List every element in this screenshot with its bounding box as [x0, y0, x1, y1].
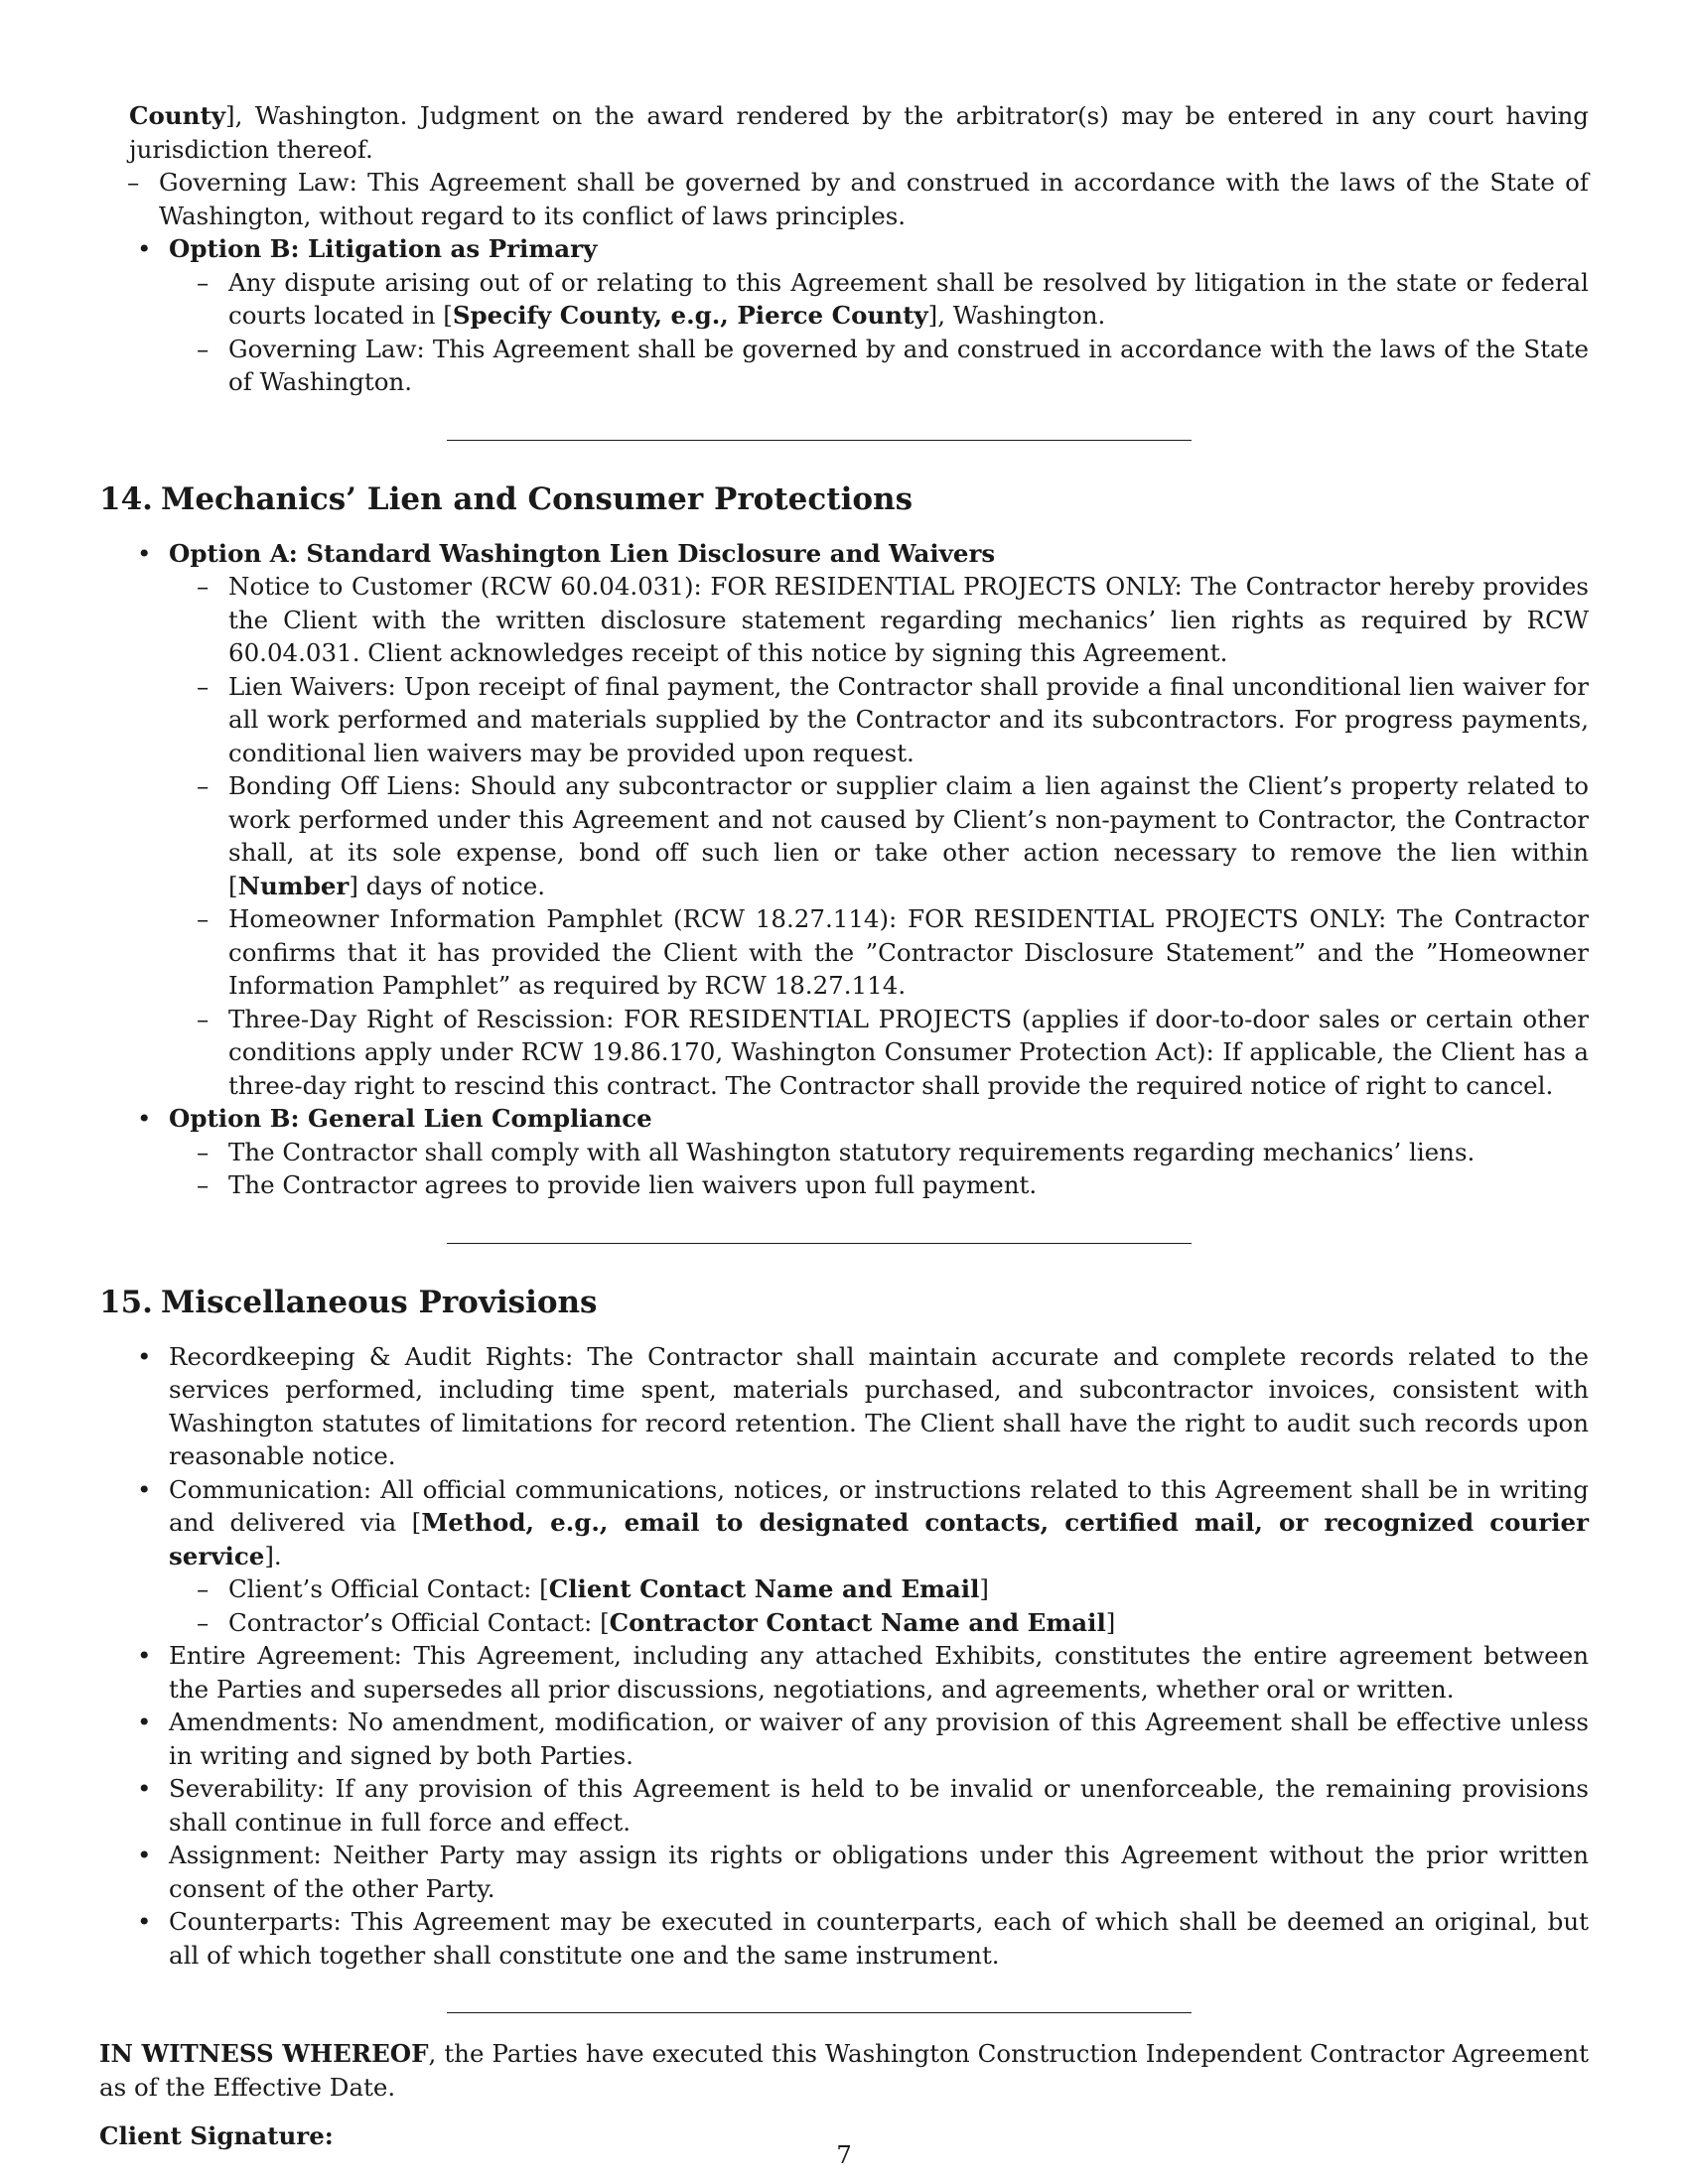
bonding-post: ] days of notice.: [349, 871, 545, 900]
section-15-heading: [99, 1283, 1589, 1322]
section-15-title: Miscellaneous Provisions: [161, 1284, 598, 1320]
amendments-item: [99, 1706, 1589, 1772]
section-15-number: 15.: [99, 1284, 153, 1320]
litigation-item: [99, 266, 1589, 333]
rescission-text: Three-Day Right of Rescission: FOR RESIDENTIAL PROJECTS (applies if door-to-door sales or certain other conditions apply under RCW 19.86.170, Washington Consumer Protection Act): If applicable, the Client has a three-day right to rescind this contract. The Contractor shall provide the required notice of right to cancel.: [228, 1004, 1589, 1100]
communication-method: Method, e.g., email to designated contacts, certified mail, or recognized courier service: [169, 1508, 1589, 1570]
entire-agreement-text: Entire Agreement: This Agreement, including any attached Exhibits, constitutes the entire agreement between the Parties and supersedes all prior discussions, negotiations, and agreements, whether oral or written.: [169, 1641, 1589, 1704]
counterparts-item: [99, 1905, 1589, 1972]
bonding-number: Number: [237, 871, 350, 900]
contractor-contact-item: [99, 1606, 1589, 1640]
client-contact-label: Client’s Official Contact: [: [228, 1574, 549, 1603]
section-14-list: [99, 537, 1589, 1202]
pamphlet-item: [99, 902, 1589, 1003]
option-a-lien: [99, 537, 1589, 1103]
bonding-item: [99, 769, 1589, 902]
divider: [447, 440, 1192, 441]
lien-compliance-text: The Contractor shall comply with all Washington statutory requirements regarding mechanics’ liens.: [228, 1137, 1476, 1166]
county-bold: County: [129, 101, 226, 130]
governing-law-a: [30, 166, 1589, 232]
assignment-text: Assignment: Neither Party may assign its rights or obligations under this Agreement without the prior written consent of the other Party.: [169, 1841, 1589, 1903]
communication-item: [99, 1473, 1589, 1640]
notice-item: [99, 570, 1589, 670]
lien-waivers-item: [99, 670, 1589, 770]
rescission-item: [99, 1003, 1589, 1103]
notice-text: Notice to Customer (RCW 60.04.031): FOR RESIDENTIAL PROJECTS ONLY: The Contractor hereby provides the Client with the written disclosure statement regarding mechanics’ lien rights as required by RCW 60.04.031. Client acknowledges receipt of this notice by signing this Agreement.: [228, 572, 1589, 667]
divider: [447, 2012, 1192, 2013]
option-b-litigation: [99, 232, 1589, 399]
contractor-contact-value: Contractor Contact Name and Email: [609, 1607, 1106, 1637]
counterparts-text: Counterparts: This Agreement may be executed in counterparts, each of which shall be deemed an original, but all of which together shall constitute one and the same instrument.: [169, 1907, 1589, 1970]
witness-bold: IN WITNESS WHEREOF: [99, 2039, 429, 2068]
witness-rest: , the Parties have executed this Washington Construction Independent Contractor Agreement as of the Effective Date.: [99, 2039, 1589, 2102]
client-signature-text: Client Signature:: [99, 2121, 334, 2150]
option-b-lien: [99, 1102, 1589, 1202]
option-a-title: Option A: Standard Washington Lien Disclosure and Waivers: [169, 538, 996, 568]
lien-compliance-item: [99, 1136, 1589, 1169]
arbitration-text: [0, 99, 1589, 166]
divider: [447, 1243, 1192, 1244]
lien-waiver-payment-item: [99, 1168, 1589, 1202]
page-number: 7: [836, 2140, 852, 2169]
governing-law-a-text: Governing Law: This Agreement shall be governed by and construed in accordance with the laws of the State of Washington, without regard to its conflict of laws principles.: [159, 168, 1589, 230]
governing-law-b-text: Governing Law: This Agreement shall be governed by and construed in accordance with the laws of the State of Washington.: [228, 334, 1589, 396]
witness-paragraph: [99, 2037, 1589, 2104]
bonding-pre: Bonding Off Liens: Should any subcontractor or supplier claim a lien against the Client’s property related to work performed under this Agreement and not caused by Client’s non-payment to Contractor, the Contractor shall, at its sole expense, bond off such lien or take other action necessary to remove the lien within [: [228, 771, 1589, 900]
recordkeeping-text: Recordkeeping & Audit Rights: The Contractor shall maintain accurate and complete records related to the services performed, including time spent, materials purchased, and subcontractor invoices, consistent with Washington statutes of limitations for record retention. The Client shall have the right to audit such records upon reasonable notice.: [169, 1341, 1589, 1470]
litigation-county: Specify County, e.g., Pierce County: [452, 301, 928, 330]
arbitration-rest: ], Washington. Judgment on the award rendered by the arbitrator(s) may be entered in any court having jurisdiction thereof.: [129, 101, 1589, 164]
client-contact-close: ]: [979, 1574, 989, 1603]
communication-pre: Communication: All official communications, notices, or instructions related to this Agreement shall be in writing and delivered via [: [169, 1474, 1589, 1537]
option-b-lien-title: Option B: General Lien Compliance: [169, 1104, 652, 1133]
page-content: [99, 99, 1589, 2153]
entire-agreement-item: [99, 1639, 1589, 1706]
arbitration-continuation: [99, 99, 1589, 232]
lien-waivers-text: Lien Waivers: Upon receipt of final payment, the Contractor shall provide a final unconditional lien waiver for all work performed and materials supplied by the Contractor and its subcontractors. For progress payments, conditional lien waivers may be provided upon request.: [228, 671, 1589, 767]
communication-post: ].: [264, 1541, 282, 1570]
contractor-contact-close: ]: [1105, 1607, 1116, 1637]
option-b-litigation-title: Option B: Litigation as Primary: [169, 234, 598, 263]
section-14-title: Mechanics’ Lien and Consumer Protections: [161, 480, 914, 517]
section-14-heading: [99, 479, 1589, 519]
lien-waiver-payment-text: The Contractor agrees to provide lien waivers upon full payment.: [228, 1170, 1038, 1199]
amendments-text: Amendments: No amendment, modification, or waiver of any provision of this Agreement shall be effective unless in writing and signed by both Parties.: [169, 1707, 1589, 1770]
pamphlet-text: Homeowner Information Pamphlet (RCW 18.27.114): FOR RESIDENTIAL PROJECTS ONLY: The Contractor confirms that it has provided the Client with the ”Contractor Disclosure Statement” and the ”Homeowner Information Pamphlet” as required by RCW 18.27.114.: [228, 904, 1589, 1000]
assignment-item: [99, 1839, 1589, 1905]
option-b-list: [99, 232, 1589, 399]
severability-text: Severability: If any provision of this Agreement is held to be invalid or unenforceable, the remaining provisions shall continue in full force and effect.: [169, 1774, 1589, 1837]
litigation-pre: Any dispute arising out of or relating to this Agreement shall be resolved by litigation in the state or federal courts located in [: [228, 267, 1589, 330]
litigation-post: ], Washington.: [927, 301, 1106, 330]
section-15-list: [99, 1340, 1589, 1973]
section-14-number: 14.: [99, 480, 153, 517]
recordkeeping-item: [99, 1340, 1589, 1473]
governing-law-b: [99, 333, 1589, 399]
client-contact-item: [99, 1572, 1589, 1606]
client-contact-value: Client Contact Name and Email: [548, 1574, 980, 1603]
contractor-contact-label: Contractor’s Official Contact: [: [228, 1607, 610, 1637]
severability-item: [99, 1772, 1589, 1839]
